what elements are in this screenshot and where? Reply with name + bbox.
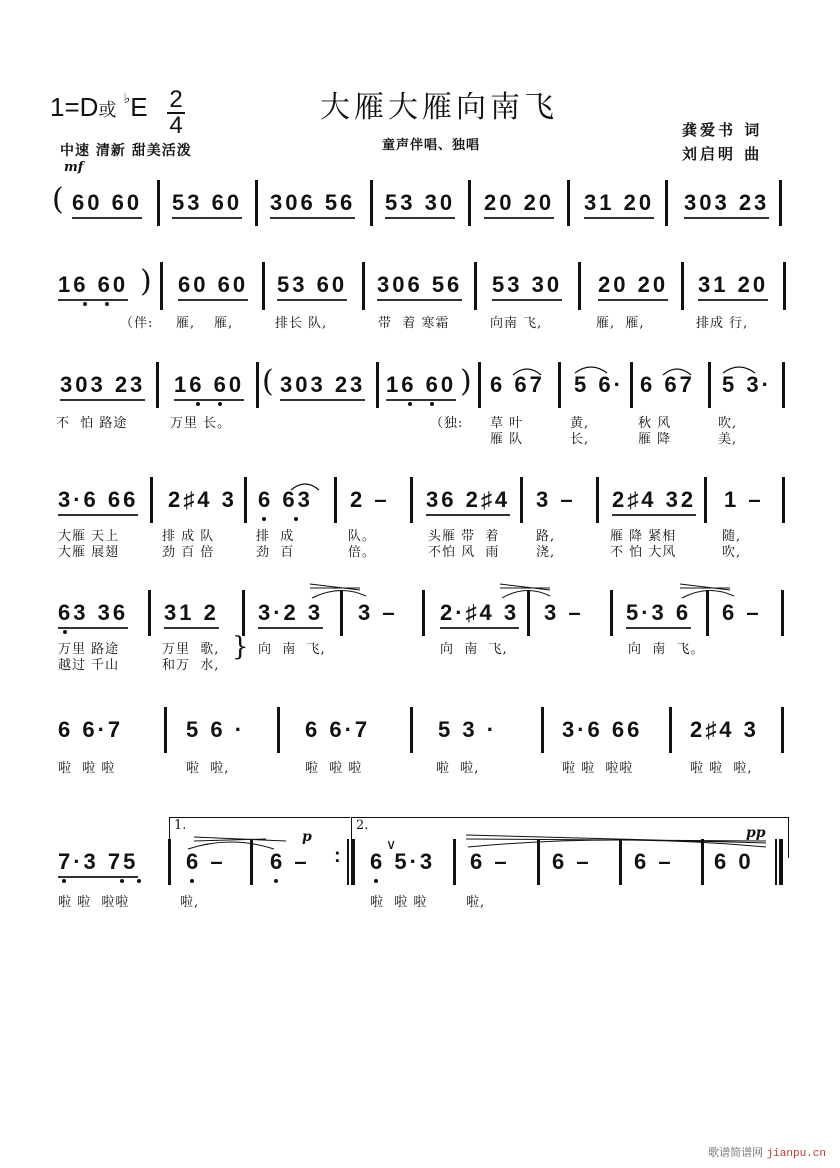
lyric: 黄, [570,416,590,431]
lyric: 带 着 寒霜 [378,316,450,331]
barline [156,362,159,408]
volta-2-label: 2. [356,818,369,833]
measure: 3 – [358,600,398,625]
lyric: 排成 行, [696,316,749,331]
final-barline [779,839,783,885]
lyric: 劲 百 倍 [162,545,215,560]
barline [701,839,704,885]
barline [422,590,425,636]
measure: 6 0 [714,849,754,874]
measure: 31 2 [164,600,219,629]
measure: 2 – [350,487,390,512]
lyric: 排 成 队 [162,529,215,544]
thick-barline [351,839,355,885]
lyric: （独: [430,416,464,431]
measure: 2♯4 32 [612,487,696,516]
lyric: 向 南 飞, [258,642,326,657]
page-title: 大雁大雁向南飞 [320,90,558,125]
measure: 53 30 [385,190,455,219]
measure: 53 30 [492,272,562,301]
measure: 16 60 [386,372,456,401]
measure: 6 67 [490,372,545,397]
lyric: 万里 路途 [58,642,120,657]
barline [669,707,672,753]
measure: 6 5·3 [370,849,436,874]
measure: 5 3 · [438,717,498,742]
subtitle: 童声伴唱、独唱 [382,138,481,153]
low-octave-dot [262,517,266,521]
lyric: 啦 啦 啦啦 [562,761,634,776]
score-row-6 [0,705,840,785]
low-octave-dot [374,879,378,883]
lyric: 队。 [348,529,377,544]
barline [478,362,481,408]
barline [541,707,544,753]
volta-1-label: 1. [174,818,187,833]
lyric: 啦 啦 啦啦 [58,895,130,910]
barline [468,180,471,226]
time-bottom: 4 [169,112,183,139]
lyric: 吹, [718,416,738,431]
barline [334,477,337,523]
close-paren: ) [140,264,152,299]
measure: 3·6 66 [562,717,643,742]
lyric: 啦, [466,895,486,910]
lyric: 啦 啦, [186,761,230,776]
lyric: 啦 啦 啦 [370,895,428,910]
lyric: 向 南 飞, [440,642,508,657]
lyric: 排长 队, [275,316,328,331]
barline [256,362,259,408]
barline [681,262,684,310]
measure: 3 – [536,487,576,512]
brace-icon: } [232,632,249,662]
measure: 6 67 [640,372,695,397]
low-octave-dot [274,879,278,883]
barline [781,590,784,636]
barline [255,180,258,226]
lyric: 越过 千山 [58,658,120,673]
lyric: 和万 水, [162,658,220,673]
measure: 6 – [552,849,592,874]
measure: 6 – [634,849,674,874]
barline [157,180,160,226]
barline [782,362,785,408]
measure: 60 60 [178,272,248,301]
barline [619,839,622,885]
lyric: 啦 啦, [436,761,480,776]
composer: 刘启明 曲 [682,145,763,163]
lyric: 美, [718,432,738,447]
barline [596,477,599,523]
measure: 16 60 [58,272,128,301]
low-octave-dot [190,879,194,883]
barline [665,180,668,226]
lyric: 向南 飞, [490,316,543,331]
measure: 6 – [270,849,310,874]
breath-mark-icon: ∨ [386,837,398,853]
barline [781,707,784,753]
barline [250,839,253,885]
slur-icon [290,481,320,491]
open-paren: ( [262,364,274,399]
measure: 2♯4 3 [168,487,237,512]
score-row-3 [0,360,840,450]
barline [150,477,153,523]
barline [527,590,530,636]
key-prefix: 1=D [50,92,99,122]
lyric: 雁, [214,316,234,331]
barline [340,590,343,636]
barline [242,590,245,636]
lyricist: 龚爱书 词 [682,121,763,139]
tie-icon [722,364,756,374]
measure: 31 20 [584,190,654,219]
barline [474,262,477,310]
barline [782,477,785,523]
measure: 6 – [186,849,226,874]
low-octave-dot [137,879,141,883]
barline [410,477,413,523]
measure: 2♯4 3 [690,717,759,742]
lyric: 雁 队 [490,432,524,447]
measure: 3·6 66 [58,487,138,516]
barline [783,262,786,310]
key-signature [50,92,148,123]
measure: 31 20 [698,272,768,301]
barline [537,839,540,885]
score-row-4 [0,475,840,565]
measure: 36 2♯4 [426,487,510,516]
barline [347,839,349,885]
barline [558,362,561,408]
flat-icon: ♭ [123,90,131,106]
watermark [708,1144,826,1160]
measure: 306 56 [270,190,355,219]
key-or: 或 [98,100,117,121]
lyric: 雁 降 [638,432,672,447]
lyric: （伴: [120,316,154,331]
measure: 53 60 [277,272,347,301]
barline [168,839,171,885]
measure: 6 6·7 [58,717,124,742]
lyric: 万里 歌, [162,642,220,657]
barline [262,262,265,310]
lyric: 不 怕 大风 [610,545,677,560]
barline [160,262,163,310]
barline [578,262,581,310]
dynamic-pp: pp [746,825,766,841]
repeat-dots-icon: : [334,845,344,867]
measure: 6 – [470,849,510,874]
barline [610,590,613,636]
low-octave-dot [120,879,124,883]
close-paren: ) [460,364,472,399]
measure: 6 – [722,600,762,625]
barline [370,180,373,226]
lyric: 大雁 展翅 [58,545,120,560]
lyric: 倍。 [348,545,377,560]
measure: 3·2 3 [258,600,323,629]
tie-icon [574,364,608,374]
measure: 3 – [544,600,584,625]
lyric: 啦 啦 啦 [58,761,116,776]
score-row-7 [0,815,840,915]
measure: 5 6 · [186,717,246,742]
score-row-5 [0,588,840,678]
barline [775,839,777,885]
barline [453,839,456,885]
score-row-1 [0,178,840,228]
key-alt: E [130,92,148,122]
lyric: 浇, [536,545,556,560]
lyric: 吹, [722,545,742,560]
measure: 5·3 6 [626,600,691,629]
crescendo-tie-icon [186,833,276,849]
lyric: 秋 风 [638,416,672,431]
lyric: 长, [570,432,590,447]
barline [362,262,365,310]
slur-icon [662,366,692,376]
measure: 53 60 [172,190,242,219]
barline [567,180,570,226]
measure: 20 20 [598,272,668,301]
lyric: 万里 长。 [170,416,232,431]
lyric: 啦 啦 啦 [305,761,363,776]
time-signature [166,88,186,138]
lyric: 路, [536,529,556,544]
lyric: 草 叶 [490,416,524,431]
open-paren: ( [52,182,64,217]
lyric: 啦, [180,895,200,910]
measure: 303 23 [280,372,365,401]
low-octave-dot [62,879,66,883]
low-octave-dot [294,517,298,521]
lyric: 大雁 天上 [58,529,120,544]
time-top: 2 [169,86,183,113]
barline [630,362,633,408]
measure: 6 6·7 [305,717,371,742]
low-octave-dot [408,402,412,406]
lyric: 雁, [176,316,196,331]
low-octave-dot [83,302,87,306]
low-octave-dot [63,630,67,634]
lyric: 雁, 雁, [596,316,645,331]
measure: 303 23 [60,372,145,401]
tempo-marking: 中速 清新 甜美活泼 [60,143,192,159]
low-octave-dot [430,402,434,406]
credits [682,118,762,166]
measure: 2·♯4 3 [440,600,519,629]
lyric: 向 南 飞。 [628,642,705,657]
crescendo-tie-icon [500,582,552,600]
barline [410,707,413,753]
barline [779,180,782,226]
lyric: 不 怕 路途 [56,416,128,431]
barline [244,477,247,523]
low-octave-dot [218,402,222,406]
barline [148,590,151,636]
measure: 20 20 [484,190,554,219]
barline [164,707,167,753]
measure: 16 60 [174,372,244,401]
lyric: 劲 百 [256,545,295,560]
measure: 306 56 [377,272,462,301]
barline [277,707,280,753]
low-octave-dot [105,302,109,306]
barline [708,362,711,408]
watermark-text: 歌谱简谱网 [708,1146,764,1159]
measure: 5 3· [722,372,772,397]
barline [704,477,707,523]
dynamic-mf: mf [64,160,84,175]
lyric: 头雁 带 着 [428,529,500,544]
score-row-2 [0,260,840,340]
lyric: 排 成 [256,529,295,544]
measure: 60 60 [72,190,142,219]
dynamic-p: p [302,829,312,845]
measure: 303 23 [684,190,769,219]
lyric: 不怕 风 雨 [428,545,500,560]
barline [706,590,709,636]
lyric: 随, [722,529,742,544]
slur-icon [512,366,542,376]
low-octave-dot [196,402,200,406]
barline [376,362,379,408]
measure: 6 63 [258,487,313,512]
measure: 7·3 75 [58,849,138,878]
watermark-url: jianpu.cn [766,1148,826,1160]
lyric: 啦 啦 啦, [690,761,753,776]
measure: 63 36 [58,600,128,629]
barline [520,477,523,523]
measure: 1 – [724,487,764,512]
measure: 5 6· [574,372,624,397]
lyric: 雁 降 紧相 [610,529,677,544]
